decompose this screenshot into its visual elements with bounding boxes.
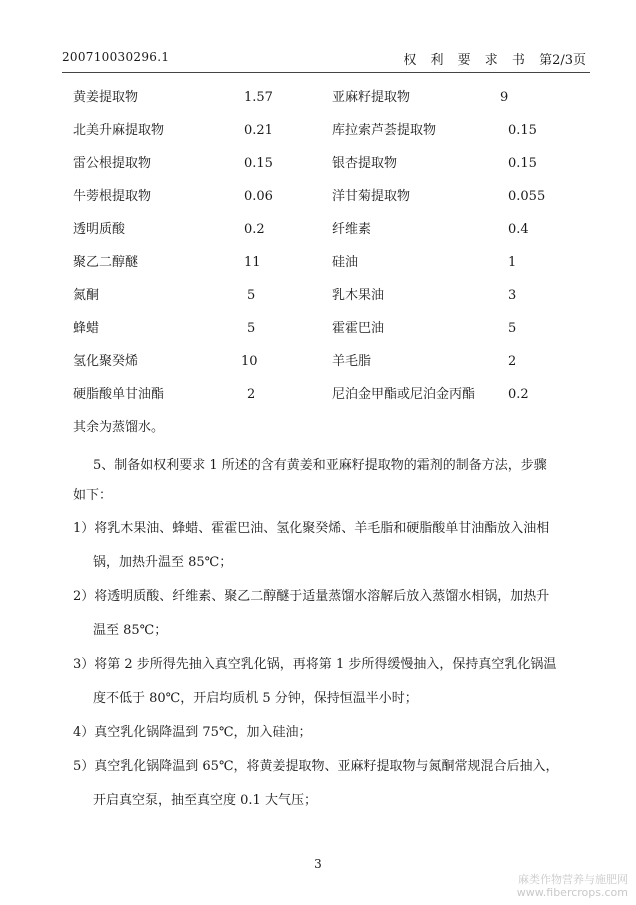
- ingredient-row: [0, 384, 636, 406]
- ingredient-row: [0, 87, 636, 109]
- ingredient-amount: 2: [247, 387, 256, 402]
- ingredient-amount: 0.055: [508, 189, 546, 204]
- watermark-url: www.fibercrops.com: [516, 886, 628, 899]
- ingredient-amount: 0.15: [508, 156, 537, 171]
- ingredient-row: [0, 219, 636, 241]
- ingredient-name: 透明质酸: [73, 222, 126, 237]
- step-2-cont: 温至 85℃；: [93, 623, 168, 638]
- ingredient-row: [0, 252, 636, 274]
- ingredient-amount: 0.4: [508, 222, 529, 237]
- ingredient-name: 聚乙二醇醚: [73, 255, 139, 270]
- step-1-cont: 锅，加热升温至 85℃；: [93, 555, 233, 570]
- ingredient-amount: 1: [508, 255, 517, 270]
- ingredient-name: 北美升麻提取物: [73, 123, 165, 138]
- ingredient-name: 羊毛脂: [332, 354, 372, 369]
- watermark: [517, 873, 628, 899]
- page-number: 3: [314, 857, 322, 871]
- ingredient-name: 库拉索芦荟提取物: [332, 123, 437, 138]
- ingredient-name: 乳木果油: [332, 288, 385, 303]
- ingredient-row: [0, 351, 636, 373]
- ingredient-amount: 9: [500, 90, 509, 105]
- step-1: 1）将乳木果油、蜂蜡、霍霍巴油、氢化聚癸烯、羊毛脂和硬脂酸单甘油酯放入油相: [73, 521, 550, 536]
- header-divider: [62, 72, 590, 73]
- ingredient-amount: 0.15: [508, 123, 537, 138]
- ingredient-amount: 1.57: [244, 90, 273, 105]
- ingredient-amount: 0.2: [508, 387, 529, 402]
- ingredient-name: 黄姜提取物: [73, 90, 139, 105]
- ingredient-amount: 0.15: [244, 156, 273, 171]
- ingredient-amount: 2: [508, 354, 517, 369]
- ingredient-amount: 0.06: [244, 189, 273, 204]
- claim-5-intro-cont: 如下：: [73, 488, 113, 503]
- ingredient-name: 硅油: [332, 255, 359, 270]
- ingredient-amount: 0.2: [244, 222, 265, 237]
- ingredient-name: 尼泊金甲酯或尼泊金丙酯: [332, 387, 476, 402]
- step-3-cont: 度不低于 80℃，开启均质机 5 分钟，保持恒温半小时；: [93, 691, 418, 706]
- ingredient-amount: 3: [508, 288, 517, 303]
- ingredient-name: 洋甘菊提取物: [332, 189, 411, 204]
- ingredient-row: [0, 318, 636, 340]
- ingredient-name: 氮酮: [73, 288, 100, 303]
- remainder-text: 其余为蒸馏水。: [73, 420, 165, 435]
- ingredient-name: 亚麻籽提取物: [332, 90, 411, 105]
- ingredient-name: 氢化聚癸烯: [73, 354, 139, 369]
- ingredient-amount: 0.21: [244, 123, 273, 138]
- step-5: 5）真空乳化锅降温到 65℃，将黄姜提取物、亚麻籽提取物与氮酮常规混合后抽入，: [73, 759, 559, 774]
- step-3: 3）将第 2 步所得先抽入真空乳化锅，再将第 1 步所得缓慢抽入，保持真空乳化锅温: [73, 657, 557, 672]
- ingredient-row: [0, 285, 636, 307]
- page-info: 第2/3页: [539, 53, 586, 68]
- section-title: 权 利 要 求 书: [403, 53, 530, 68]
- page-header-title: [403, 49, 586, 68]
- step-4: 4）真空乳化锅降温到 75℃，加入硅油；: [73, 725, 312, 740]
- ingredient-amount: 5: [247, 288, 256, 303]
- step-2: 2）将透明质酸、纤维素、聚乙二醇醚于适量蒸馏水溶解后放入蒸馏水相锅，加热升: [73, 589, 550, 604]
- ingredient-name: 纤维素: [332, 222, 372, 237]
- document-number: 200710030296.1: [62, 50, 170, 64]
- ingredient-row: [0, 120, 636, 142]
- ingredient-row: [0, 153, 636, 175]
- ingredient-amount: 10: [241, 354, 258, 369]
- ingredient-amount: 5: [247, 321, 256, 336]
- ingredient-row: [0, 186, 636, 208]
- ingredient-name: 霍霍巴油: [332, 321, 385, 336]
- ingredient-name: 硬脂酸单甘油酯: [73, 387, 165, 402]
- ingredient-name: 雷公根提取物: [73, 156, 152, 171]
- ingredient-amount: 11: [244, 255, 261, 270]
- ingredient-name: 蜂蜡: [73, 321, 100, 336]
- watermark-title: 麻类作物营养与施肥网: [518, 873, 628, 886]
- claim-5-intro: 5、制备如权利要求 1 所述的含有黄姜和亚麻籽提取物的霜剂的制备方法，步骤: [93, 458, 547, 473]
- ingredient-amount: 5: [508, 321, 517, 336]
- ingredient-name: 牛蒡根提取物: [73, 189, 152, 204]
- step-5-cont: 开启真空泵，抽至真空度 0.1 大气压；: [93, 793, 317, 808]
- ingredient-name: 银杏提取物: [332, 156, 398, 171]
